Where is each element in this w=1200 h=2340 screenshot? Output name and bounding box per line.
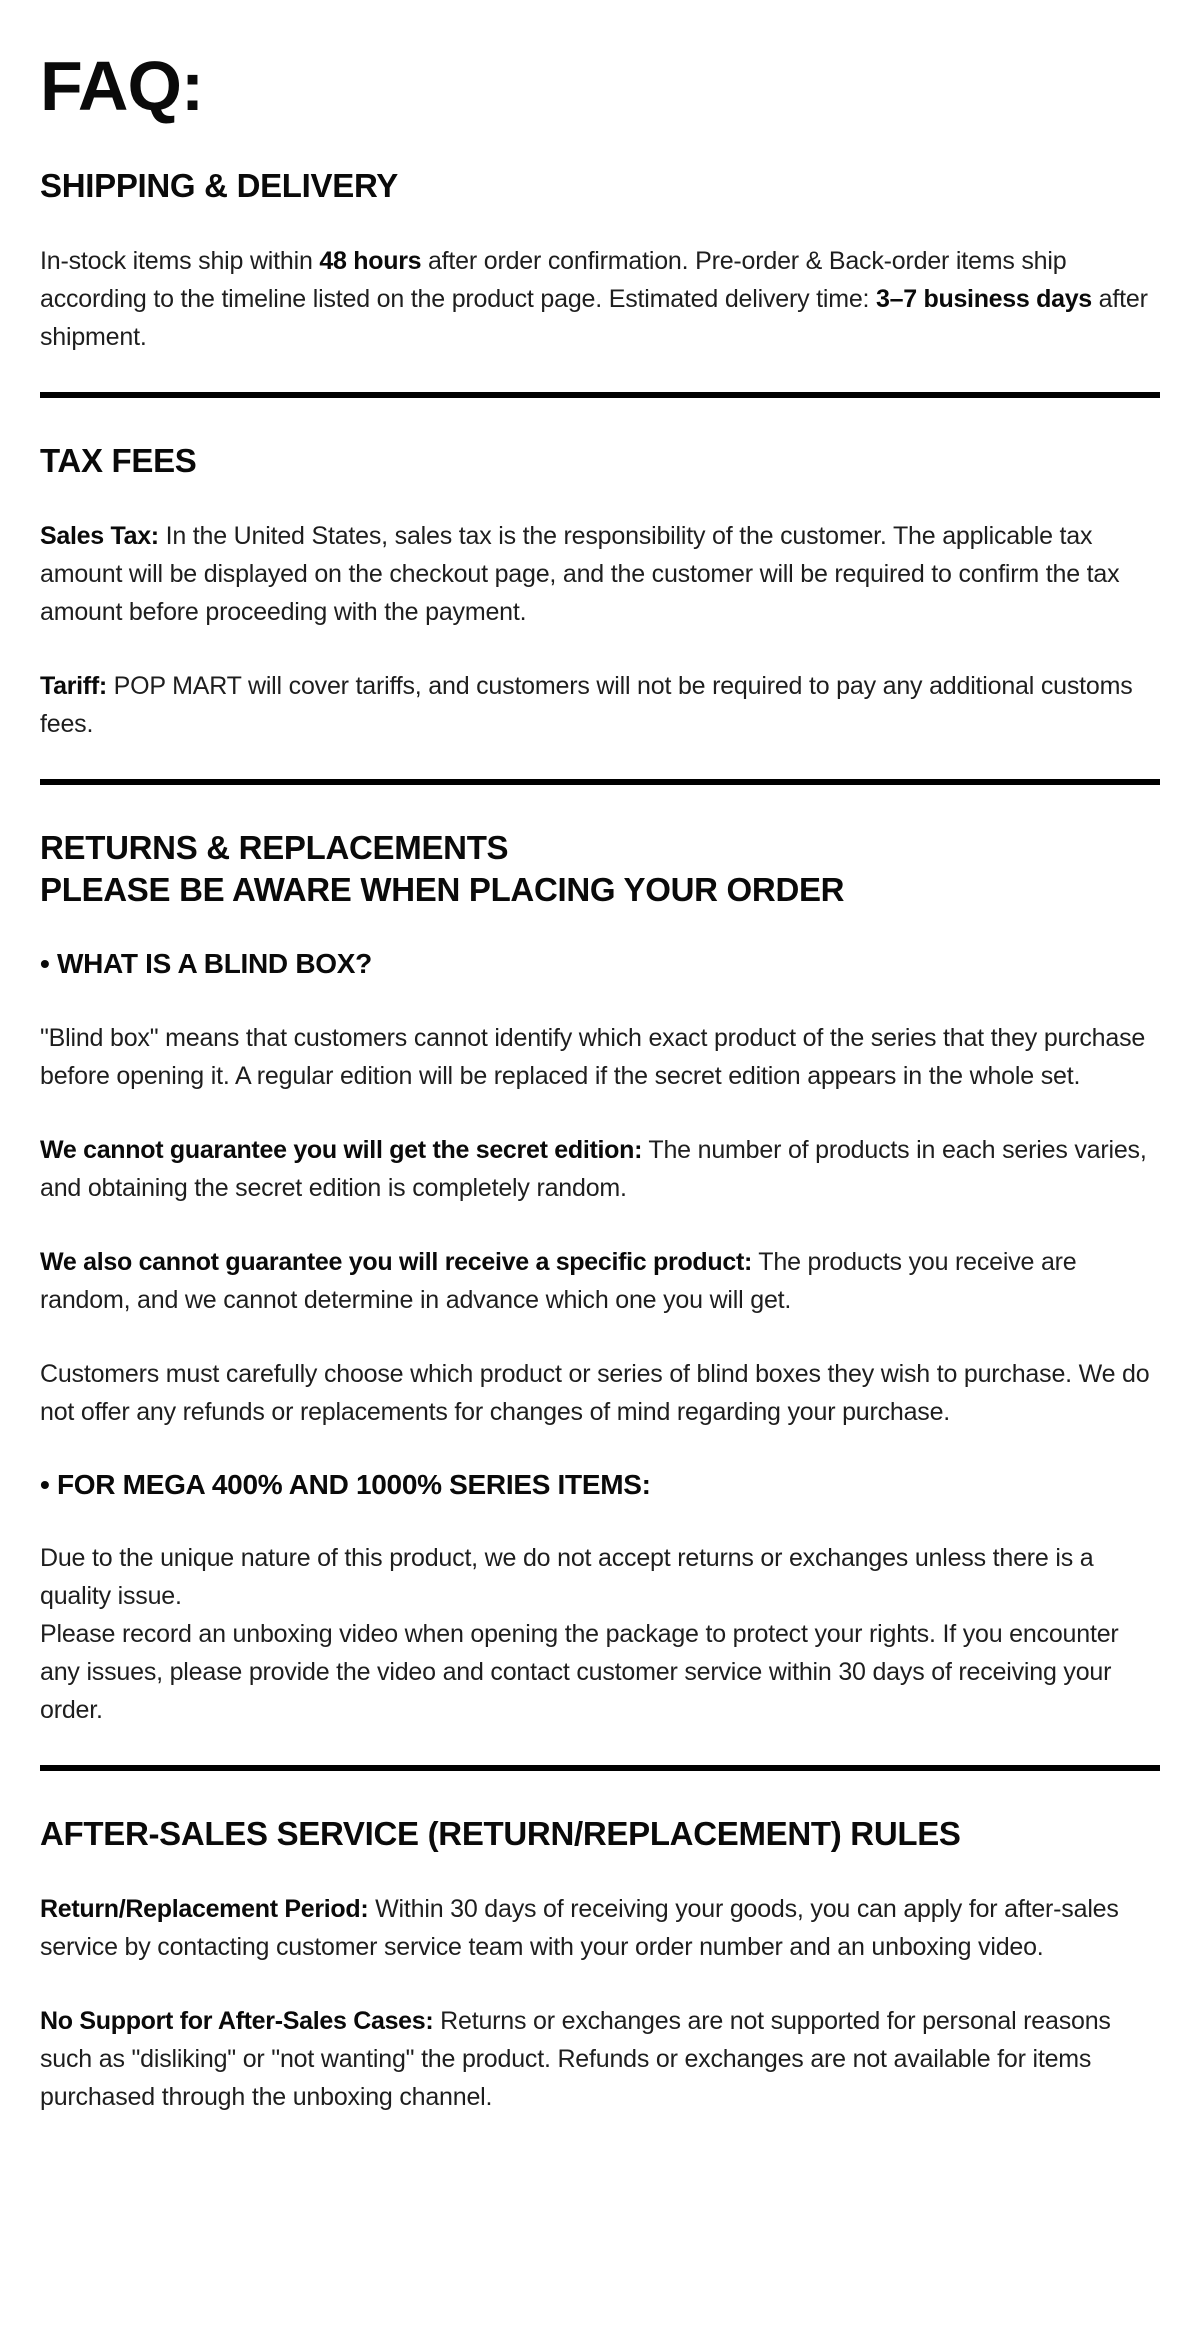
section-returns-replacements xyxy=(40,827,1160,1730)
paragraph-no-support-cases: No Support for After-Sales Cases: Returns or exchanges are not supported for personal reasons such as "disliking" or "not wanting" the product. Refunds or exchanges are not available for items purchased through the unboxing channel. xyxy=(40,2007,1111,2112)
paragraph-return-period: Return/Replacement Period: Within 30 days of receiving your goods, you can apply for after-sales service by contacting customer service team with your order number and an unboxing video. xyxy=(40,1895,1119,1962)
section-after-sales-rules xyxy=(40,1813,1160,2116)
section-shipping-delivery xyxy=(40,165,1160,356)
section-divider xyxy=(40,392,1160,398)
section-tax-fees xyxy=(40,440,1160,743)
section-heading-shipping: SHIPPING & DELIVERY xyxy=(40,166,398,204)
section-divider xyxy=(40,1765,1160,1771)
paragraph-shipping-info: In-stock items ship within 48 hours after order confirmation. Pre-order & Back-order items ship according to the timeline listed on the product page. Estimated delivery time: 3–7 business days after shipment. xyxy=(40,246,1148,351)
section-heading-tax-fees: TAX FEES xyxy=(40,441,197,479)
paragraph-sales-tax: Sales Tax: In the United States, sales tax is the responsibility of the customer. The applicable tax amount will be displayed on the checkout page, and the customer will be required to confirm the tax amount before proceeding with the payment. xyxy=(40,521,1120,626)
paragraph-mega-series-policy: Due to the unique nature of this product, we do not accept returns or exchanges unless there is a quality issue. Please record an unboxing video when opening the package to protect your rights. If you encounter any issues, please provide the video and contact customer service within 30 days of receiving your order. xyxy=(40,1544,1119,1725)
subheading-mega-series: • FOR MEGA 400% AND 1000% SERIES ITEMS: xyxy=(40,1468,651,1500)
subheading-what-is-blind-box: • WHAT IS A BLIND BOX? xyxy=(40,948,372,980)
heading-line-returns: RETURNS & REPLACEMENTS xyxy=(40,828,509,866)
paragraph-tariff: Tariff: POP MART will cover tariffs, and customers will not be required to pay any additional customs fees. xyxy=(40,671,1133,738)
paragraph-no-specific-product-guarantee: We also cannot guarantee you will receive a specific product: The products you receive are random, and we cannot determine in advance which one you will get. xyxy=(40,1247,1077,1314)
section-heading-after-sales: AFTER-SALES SERVICE (RETURN/REPLACEMENT) RULES xyxy=(40,1815,961,1853)
paragraph-no-secret-guarantee: We cannot guarantee you will get the secret edition: The number of products in each series varies, and obtaining the secret edition is completely random. xyxy=(40,1135,1147,1202)
paragraph-blind-box-definition: "Blind box" means that customers cannot identify which exact product of the series that they purchase before opening it. A regular edition will be replaced if the secret edition appears in the whole set. xyxy=(40,1023,1146,1090)
page-title: FAQ: xyxy=(40,47,204,125)
section-divider xyxy=(40,779,1160,785)
paragraph-choose-carefully: Customers must carefully choose which product or series of blind boxes they wish to purchase. We do not offer any refunds or replacements for changes of mind regarding your purchase. xyxy=(40,1359,1150,1426)
heading-line-be-aware: PLEASE BE AWARE WHEN PLACING YOUR ORDER xyxy=(40,871,845,909)
section-heading-returns xyxy=(40,827,1160,913)
